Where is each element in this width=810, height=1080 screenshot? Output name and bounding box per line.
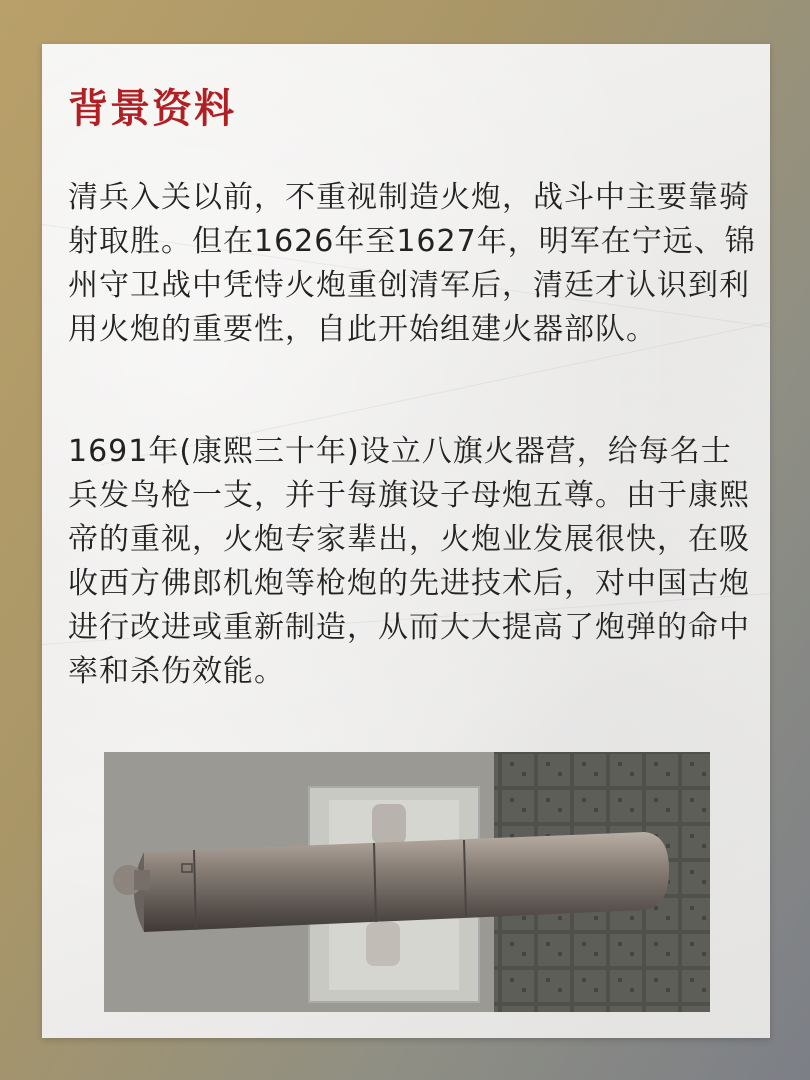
cannon-illustration bbox=[104, 752, 710, 1012]
page-title: 背景资料 bbox=[68, 86, 236, 132]
paragraph-2: 1691年(康熙三十年)设立八旗火器营，给每名士兵发鸟枪一支，并于每旗设子母炮五尊。由于康熙帝的重视，火炮专家辈出，火炮业发展很快，在吸收西方佛郎机炮等枪炮的先进技术后，对中国古炮进行改进或重新制造，从而大大提高了炮弹的命中率和杀伤效能。 bbox=[68, 434, 750, 689]
cannon-photo bbox=[104, 752, 710, 1012]
paragraph-1: 清兵入关以前，不重视制造火炮，战斗中主要靠骑射取胜。但在1626年至1627年，明军在宁远、锦州守卫战中凭恃火炮重创清军后，清廷才认识到利用火炮的重要性，自此开始组建火器部队。 bbox=[68, 180, 756, 347]
paper-card bbox=[42, 44, 770, 1038]
